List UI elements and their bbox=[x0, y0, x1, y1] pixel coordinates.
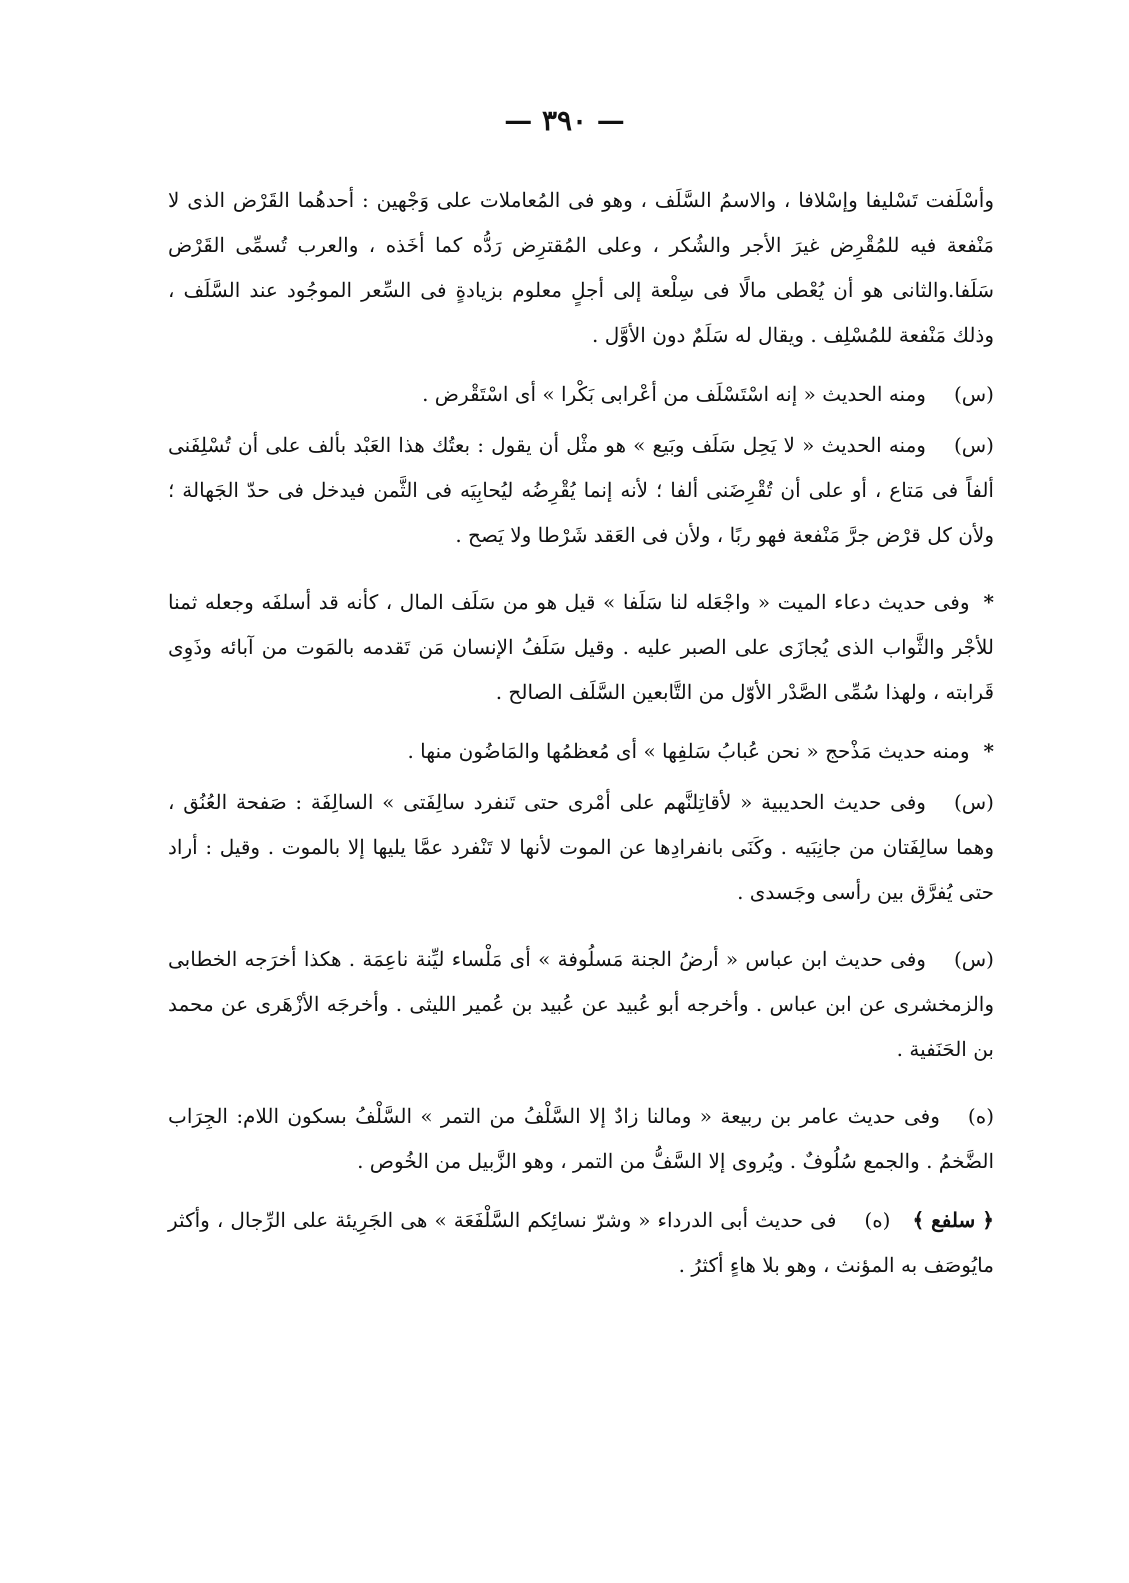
paragraph-text: فى حديث أبى الدرداء « وشرّ نسائِكم السَّلْفَعَة » هى الجَرِيئة على الرِّجال ، وأكثر مايُوصَف به المؤنث ، وهو بلا هاءٍ أكثرُ . bbox=[168, 1208, 994, 1277]
hadith-entry bbox=[168, 1094, 994, 1184]
hadith-entry bbox=[168, 780, 994, 915]
star-marker: * bbox=[983, 590, 994, 614]
source-marker: (ه) bbox=[864, 1208, 891, 1232]
hadith-entry bbox=[168, 937, 994, 1072]
star-marker: * bbox=[983, 739, 994, 763]
source-marker: (ه) bbox=[967, 1104, 994, 1128]
source-marker: (س) bbox=[953, 382, 994, 406]
headword: ﴿ سلفع ﴾ bbox=[912, 1208, 994, 1232]
paragraph-text: ومنه الحديث « إنه اسْتَسْلَف من أعْرابى بَكْرا » أى اسْتَقْرض . bbox=[422, 382, 926, 406]
paragraph-text: ومنه حديث مَذْحج « نحن عُبابُ سَلفِها » أى مُعظمُها والمَاضُون منها . bbox=[407, 739, 970, 763]
paragraph-text: وفى حديث دعاء الميت « واجْعَله لنا سَلَفا » قيل هو من سَلَف المال ، كأنه قد أسلفَه وجعله ثمنا للأجْر والثَّواب الذى يُجازَى على الصبر عليه . وقيل سَلَفُ الإنسان مَن تَقدمه بالمَوت من آبائه وذَوِى قَرابته ، ولهذا سُمِّى الصَّدْر الأوّل من التَّابعين السَّلَف الصالح . bbox=[168, 590, 994, 704]
hadith-entry bbox=[168, 372, 994, 417]
paragraph-text: وفى حديث الحديبية « لأقاتِلنَّهم على أمْرى حتى تَنفرد سالِفَتى » السالِفَة : صَفحة العُنُق ، وهما سالِفَتان من جانِبَيه . وكَنَى بانفرادِها عن الموت لأنها لا تَنْفرد عمَّا يليها إلا بالموت . وقيل : أراد حتى يُفرَّق بين رأسى وجَسدى . bbox=[168, 790, 994, 904]
page-number: — ٣٩٠ — bbox=[504, 104, 625, 137]
lexicon-entry bbox=[168, 1198, 994, 1288]
hadith-entry bbox=[168, 729, 994, 774]
paragraph-text: وأسْلَفت تَسْليفا وإسْلافا ، والاسمُ السَّلَف ، وهو فى المُعاملات على وَجْهين : أحدهُما القَرْض الذى لا مَنْفعة فيه للمُقْرِض غيرَ الأجر والشُكر ، وعلى المُقترِض رَدُّه كما أخَذه ، والعرب تُسمِّى القَرْض سَلَفا.والثانى هو أن يُعْطى مالًا فى سِلْعة إلى أجلٍ معلوم بزيادةٍ فى السِّعر الموجُود عند السَّلَف ، وذلك مَنْفعة للمُسْلِف . ويقال له سَلَمٌ دون الأوَّل . bbox=[168, 188, 994, 347]
paragraph-text: ومنه الحديث « لا يَحِل سَلَف وبَيع » هو مثْل أن يقول : بعتُك هذا العَبْد بألف على أن تُسْلِفَنى ألفاً فى مَتاع ، أو على أن تُقْرِضَنى ألفا ؛ لأنه إنما يُقْرِضُه ليُحابِيَه فى الثَّمن فيدخل فى حدّ الجَهالة ؛ ولأن كل قرْض جرَّ مَنْفعة فهو ربًا ، ولأن فى العَقد شَرْطا ولا يَصح . bbox=[168, 433, 994, 547]
source-marker: (س) bbox=[953, 433, 994, 457]
paragraph-text: وفى حديث ابن عباس « أرضُ الجنة مَسلُوفة » أى مَلْساء ليِّنة ناعِمَة . هكذا أخرَجه الخطابى والزمخشرى عن ابن عباس . وأخرجه أبو عُبيد عن عُبيد بن عُمير الليثى . وأخرجَه الأزْهَرى عن محمد بن الحَنَفية . bbox=[168, 947, 994, 1061]
source-marker: (س) bbox=[953, 790, 994, 814]
paragraph-intro bbox=[168, 178, 994, 358]
page-body bbox=[168, 178, 994, 1288]
hadith-entry bbox=[168, 423, 994, 558]
paragraph-text: وفى حديث عامر بن ربيعة « ومالنا زادٌ إلا السَّلْفُ من التمر » السَّلْفُ بسكون اللام: الجِرَاب الضَّخمُ . والجمع سُلُوفٌ . ويُروى إلا السَّفُّ من التمر ، وهو الزَّبيل من الخُوص . bbox=[168, 1104, 994, 1173]
source-marker: (س) bbox=[953, 947, 994, 971]
hadith-entry bbox=[168, 580, 994, 715]
